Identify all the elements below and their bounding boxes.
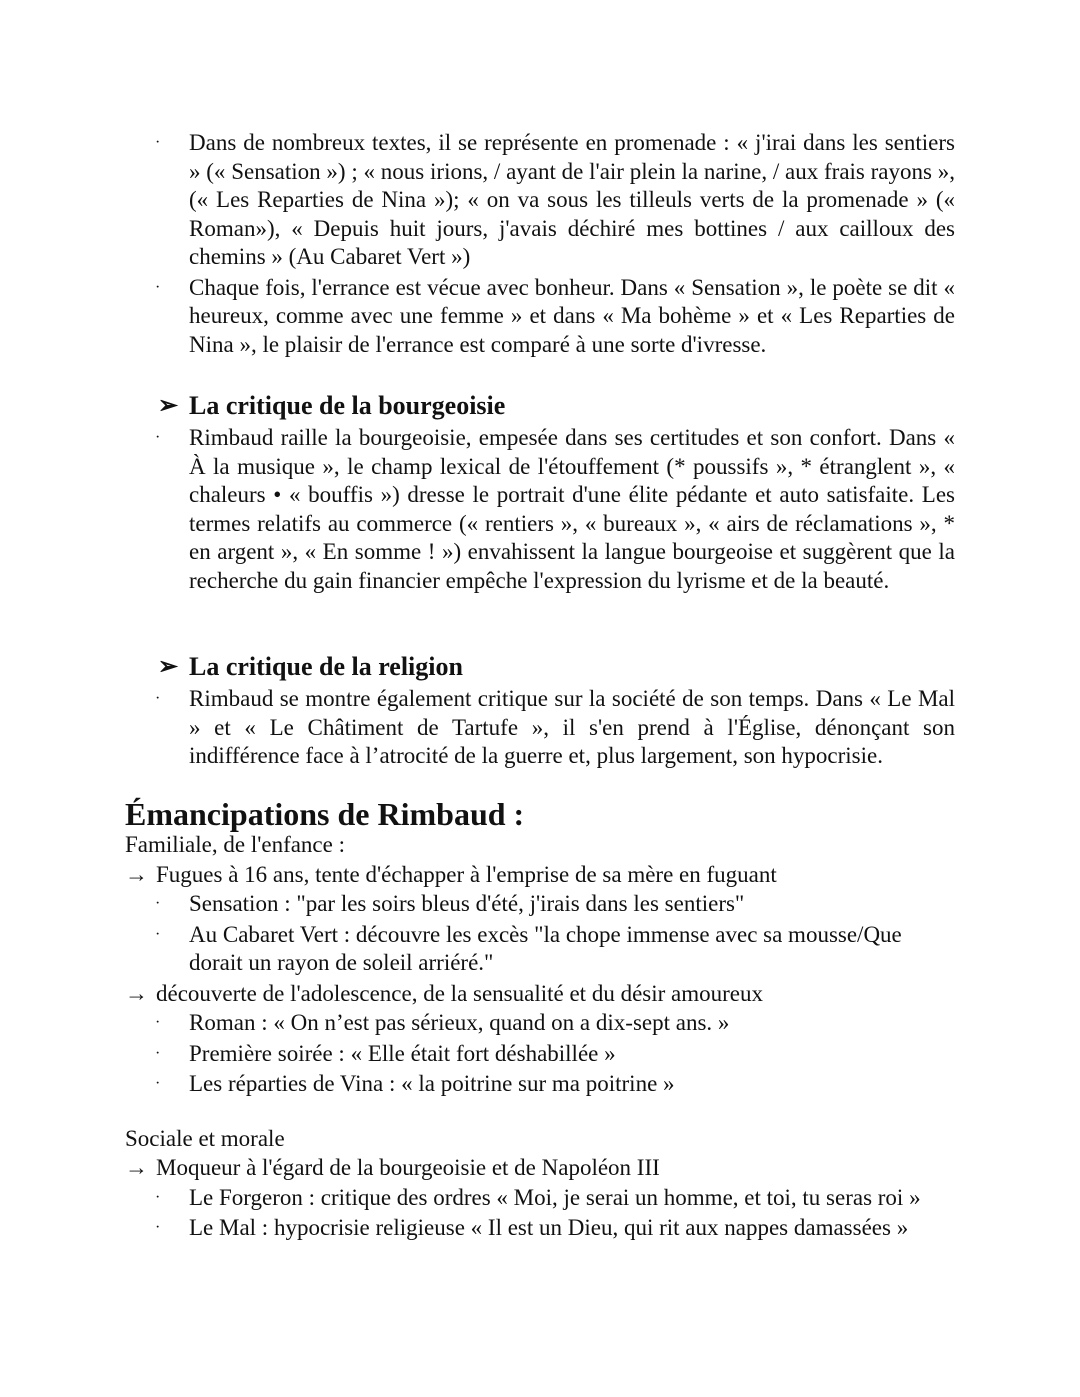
section-heading: [0, 391, 1080, 421]
page-title: Émancipations de Rimbaud :: [125, 796, 525, 832]
arrow-point-text: Moqueur à l'égard de la bourgeoisie et de Napoléon III: [156, 1155, 660, 1180]
arrow-right-icon: →: [125, 980, 148, 1006]
arrow-point: [0, 1154, 1080, 1183]
arrow-point-text: Fugues à 16 ans, tente d'échapper à l'emprise de sa mère en fuguant: [156, 861, 777, 887]
paragraph-text: Première soirée : « Elle était fort déshabillée »: [189, 1040, 616, 1066]
intro-bullet-list: [0, 129, 1080, 361]
religion-bullet-list: [0, 685, 1080, 771]
section-religion: [0, 652, 1080, 773]
bullet-dot-icon: ·: [155, 1044, 161, 1062]
bullet-dot-icon: ·: [155, 895, 161, 912]
bullet-dot-icon: ·: [155, 1188, 161, 1206]
arrow-right-icon: →: [125, 861, 148, 887]
familiale-point2-list: [0, 1009, 1080, 1099]
section-title: La critique de la religion: [189, 652, 463, 681]
bourgeoisie-bullet-list: [0, 424, 1080, 595]
list-item: [0, 1214, 1080, 1243]
list-item: [0, 890, 1080, 919]
paragraph-text: Chaque fois, l'errance est vécue avec bonheur. Dans « Sensation », le poète se dit « heureux, comme avec une femme » et dans « Ma bohème » et « Les Reparties de Nina », le plaisir de l'errance est comparé à une sorte d'ivresse.: [189, 274, 955, 357]
section-bourgeoisie: [0, 391, 1080, 597]
list-item: [0, 921, 1080, 978]
list-item: [0, 1184, 1080, 1213]
paragraph-text: Le Mal : hypocrisie religieuse « Il est un Dieu, qui rit aux nappes damassées »: [189, 1215, 909, 1240]
bullet-dot-icon: ·: [155, 690, 161, 707]
list-item: [0, 274, 1080, 360]
list-item: [0, 129, 1080, 272]
bullet-dot-icon: ·: [155, 1075, 161, 1092]
arrow-point: [0, 980, 1080, 1009]
bullet-dot-icon: ·: [155, 429, 161, 446]
list-item: [0, 1040, 1080, 1069]
bullet-dot-icon: ·: [155, 925, 161, 943]
subsection-label-familiale: Familiale, de l'enfance :: [125, 832, 345, 857]
list-item: [0, 1009, 1080, 1038]
arrow-marker-icon: ➢: [158, 654, 179, 680]
paragraph-text: Dans de nombreux textes, il se représente en promenade : « j'irai dans les sentiers » (« Sensation ») ; « nous irions, / ayant de l'air plein la narine, / aux frais rayons », (« Les Reparties de Nina »); « on va sous les tilleuls verts de la promenade » (« Roman»), « Depuis huit jours, j'avais déchiré mes bottines / aux cailloux des chemins » (Au Cabaret Vert »): [189, 130, 955, 269]
subsection-label-sociale: Sociale et morale: [125, 1125, 285, 1151]
bullet-dot-icon: ·: [155, 278, 161, 296]
arrow-point: [0, 861, 1080, 890]
bullet-dot-icon: ·: [155, 134, 161, 151]
paragraph-text: Rimbaud raille la bourgeoisie, empesée dans ses certitudes et son confort. Dans « À la musique », le champ lexical de l'étouffement (* poussifs », * étranglent », « chaleurs • « bouffis ») dresse le portrait d'une élite pédante et auto satisfaite. Les termes relatifs au commerce (« rentiers », « bureaux », « airs de réclamations », * en argent », « En somme ! ») envahissent la langue bourgeoise et suggèrent que la recherche du gain financier empêche l'expression du lyrisme et de la beauté.: [189, 425, 955, 593]
bullet-dot-icon: ·: [155, 1014, 161, 1031]
arrow-right-icon: →: [125, 1155, 148, 1180]
section-heading: [0, 652, 1080, 682]
paragraph-text: Au Cabaret Vert : découvre les excès "la chope immense avec sa mousse/Que dorait un rayon de soleil arriéré.": [189, 921, 902, 975]
sociale-point1-list: [0, 1184, 1080, 1243]
paragraph-text: Sensation : "par les soirs bleus d'été, j'irais dans les sentiers": [189, 891, 745, 916]
paragraph-text: Rimbaud se montre également critique sur la société de son temps. Dans « Le Mal » et « Le Châtiment de Tartufe », il s'en prend à l'Église, dénonçant son indifférence face à l’atrocité de la guerre et, plus largement, son hypocrisie.: [189, 686, 955, 768]
arrow-point-text: découverte de l'adolescence, de la sensualité et du désir amoureux: [156, 980, 763, 1006]
bullet-dot-icon: ·: [155, 1219, 161, 1236]
section-emancipations: [0, 796, 1080, 1245]
familiale-point1-list: [0, 890, 1080, 978]
list-item: [0, 685, 1080, 771]
list-item: [0, 1070, 1080, 1099]
arrow-marker-icon: ➢: [158, 393, 179, 419]
paragraph-text: Roman : « On n’est pas sérieux, quand on a dix-sept ans. »: [189, 1010, 730, 1035]
paragraph-text: Les réparties de Vina : « la poitrine sur ma poitrine »: [189, 1071, 675, 1096]
paragraph-text: Le Forgeron : critique des ordres « Moi, je serai un homme, et toi, tu seras roi »: [189, 1184, 921, 1210]
list-item: [0, 424, 1080, 595]
section-title: La critique de la bourgeoisie: [189, 391, 506, 420]
